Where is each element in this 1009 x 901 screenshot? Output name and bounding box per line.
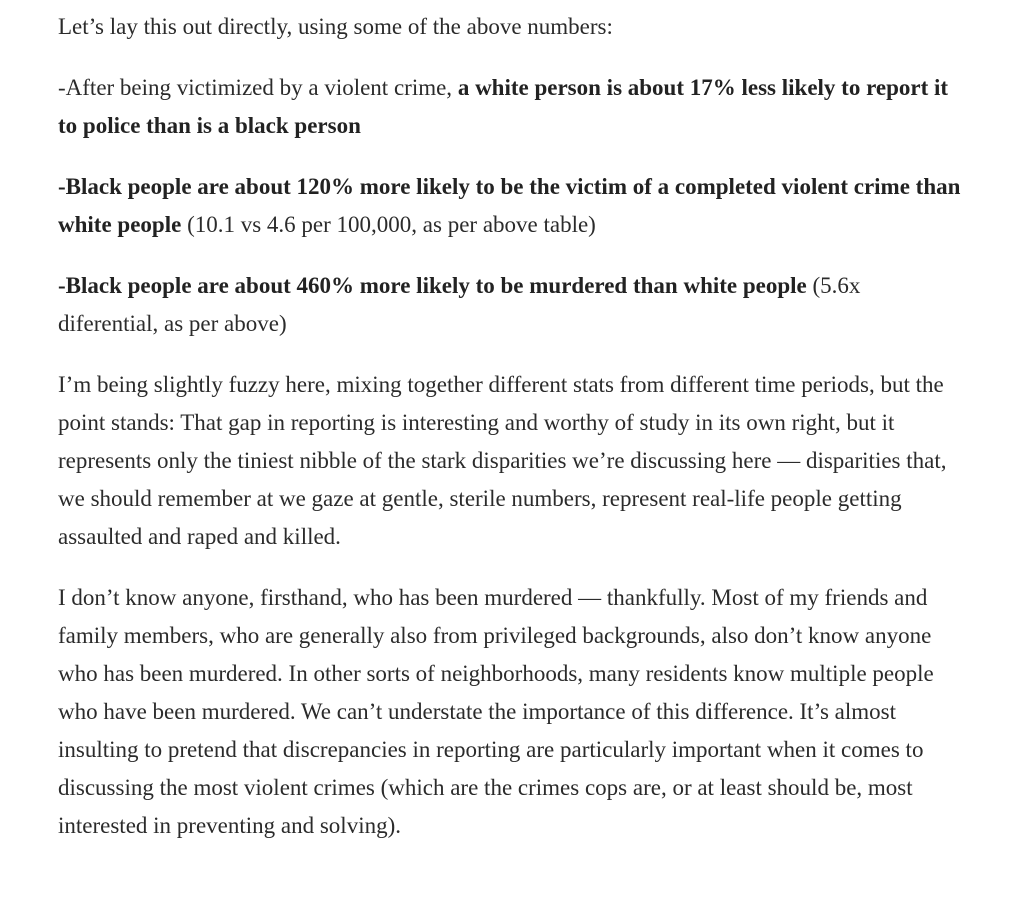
point-bold: -Black people are about 460% more likely to be murdered than white people <box>58 273 807 298</box>
point-bold: -Black people are about 120% more likely to be the victim of a completed violent crime than white people <box>58 174 961 237</box>
point-suffix: (10.1 vs 4.6 per 100,000, as per above table) <box>181 212 596 237</box>
point-murder <box>58 267 963 343</box>
point-bold: a white person is about 17% less likely to report it to police than is a black person <box>58 75 949 138</box>
article-body <box>58 8 963 868</box>
point-violent-crime <box>58 168 963 244</box>
body-paragraph: I don’t know anyone, firsthand, who has been murdered — thankfully. Most of my friends and family members, who are generally also from privileged backgrounds, also don’t know anyone who has been murdered. In other sorts of neighborhoods, many residents know multiple people who have been murdered. We can’t understate the importance of this difference. It’s almost insulting to pretend that discrepancies in reporting are particularly important when it comes to discussing the most violent crimes (which are the crimes cops are, or at least should be, most interested in preventing and solving). <box>58 585 934 838</box>
point-reporting-gap <box>58 69 963 145</box>
body-paragraph: I’m being slightly fuzzy here, mixing together different stats from different time periods, but the point stands: That gap in reporting is interesting and worthy of study in its own right, but it represents only the tiniest nibble of the stark disparities we’re discussing here — disparities that, we should remember at we gaze at gentle, sterile numbers, represent real-life people getting assaulted and raped and killed. <box>58 372 947 549</box>
intro-paragraph: Let’s lay this out directly, using some of the above numbers: <box>58 14 613 39</box>
point-suffix: (5.6x diferential, as per above) <box>58 273 861 336</box>
point-prefix: -After being victimized by a violent crime, <box>58 75 458 100</box>
